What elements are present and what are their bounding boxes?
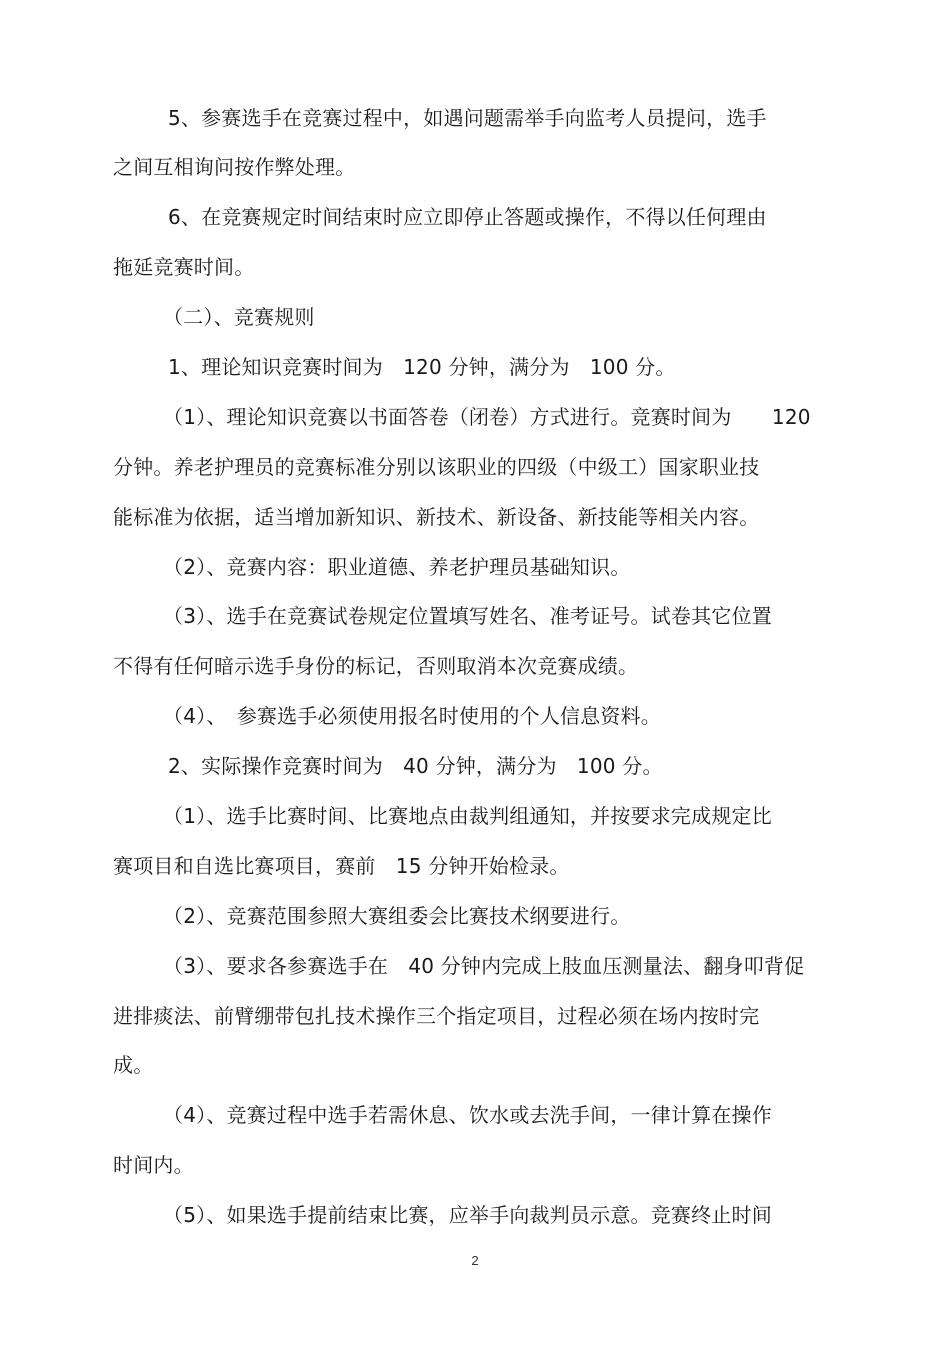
text-line: 拖延竞赛时间。 — [113, 255, 255, 279]
text-line: 6、在竞赛规定时间结束时应立即停止答题或操作，不得以任何理由 — [168, 205, 767, 229]
text-line: 成。 — [113, 1053, 154, 1077]
text-line: 2、实际操作竞赛时间为 40 分钟，满分为 100 分。 — [168, 754, 663, 778]
text-line: 时间内。 — [113, 1153, 194, 1177]
text-line: （4）、竞赛过程中选手若需休息、饮水或去洗手间，一律计算在操作 — [163, 1103, 772, 1127]
section-heading: （二）、竞赛规则 — [163, 305, 315, 329]
text-line: 赛项目和自选比赛项目，赛前 15 分钟开始检录。 — [113, 854, 570, 878]
text-line: （3）、要求各参赛选手在 40 分钟内完成上肢血压测量法、翻身叩背促 — [163, 954, 805, 978]
text-line: 5、参赛选手在竞赛过程中，如遇问题需举手向监考人员提问，选手 — [168, 106, 767, 130]
page-number: 2 — [471, 1253, 479, 1268]
text-line: 能标准为依据，适当增加新知识、新技术、新设备、新技能等相关内容。 — [113, 505, 760, 529]
text-line: （2）、竞赛内容：职业道德、养老护理员基础知识。 — [163, 555, 631, 579]
text-line: 之间互相询问按作弊处理。 — [113, 155, 356, 179]
text-line: 进排痰法、前臂绷带包扎技术操作三个指定项目，过程必须在场内按时完 — [113, 1004, 760, 1028]
text-line: （1）、选手比赛时间、比赛地点由裁判组通知，并按要求完成规定比 — [163, 804, 772, 828]
text-line: 1、理论知识竞赛时间为 120 分钟，满分为 100 分。 — [168, 355, 676, 379]
text-line: （3）、选手在竞赛试卷规定位置填写姓名、准考证号。试卷其它位置 — [163, 604, 772, 628]
text-line: （4）、 参赛选手必须使用报名时使用的个人信息资料。 — [163, 704, 661, 728]
text-line: （1）、理论知识竞赛以书面答卷（闭卷）方式进行。竞赛时间为 120 — [163, 405, 811, 429]
text-line: 分钟。养老护理员的竞赛标准分别以该职业的四级（中级工）国家职业技 — [113, 455, 760, 479]
text-line: 不得有任何暗示选手身份的标记，否则取消本次竞赛成绩。 — [113, 654, 639, 678]
text-line: （2）、竞赛范围参照大赛组委会比赛技术纲要进行。 — [163, 904, 631, 928]
text-line: （5）、如果选手提前结束比赛，应举手向裁判员示意。竞赛终止时间 — [163, 1203, 772, 1227]
